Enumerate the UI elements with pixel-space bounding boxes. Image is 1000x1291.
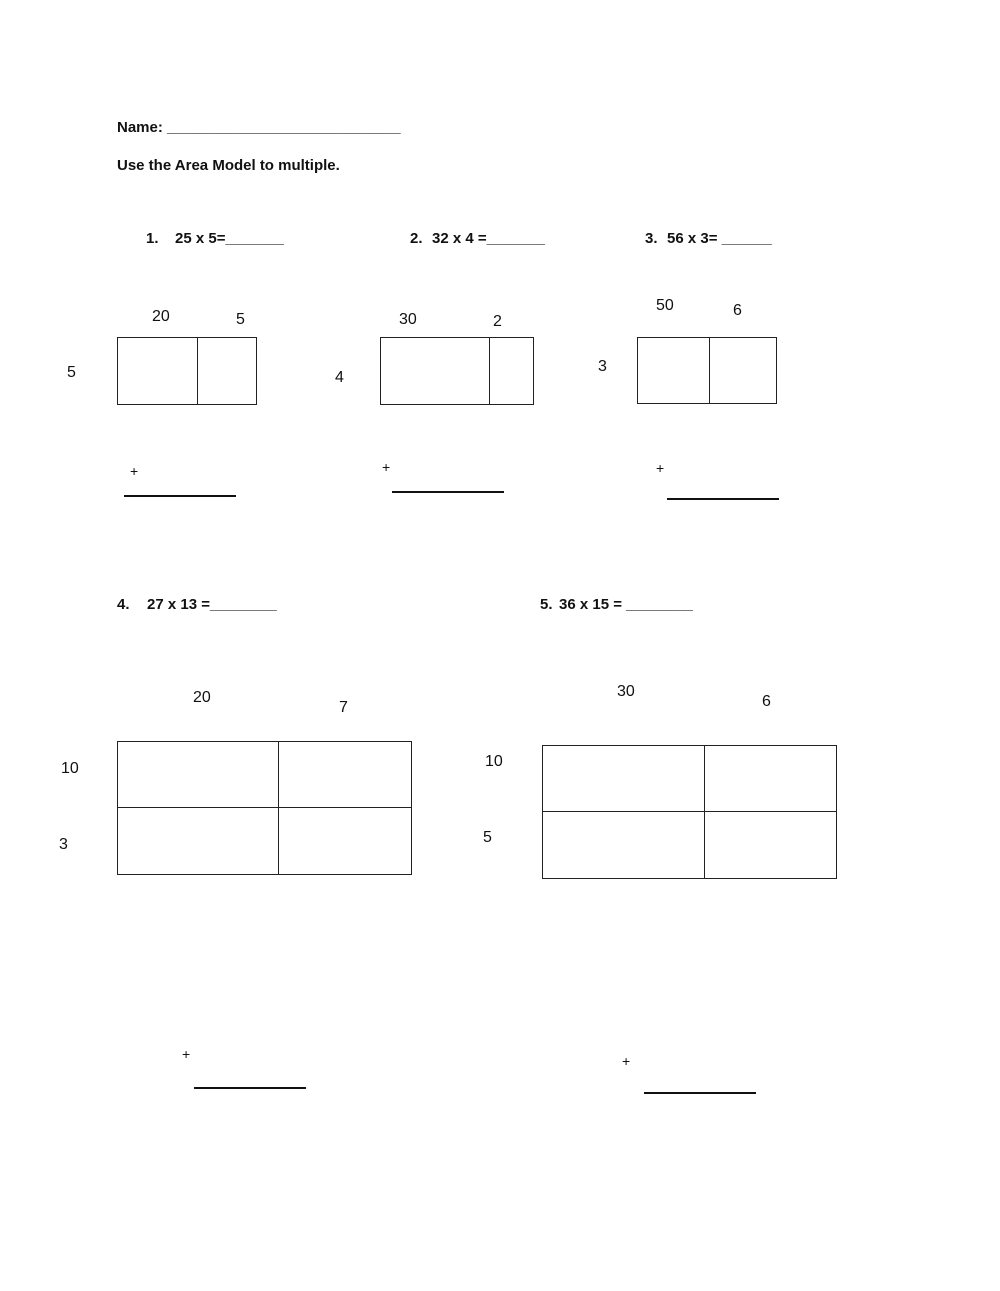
grid-divider [704, 745, 705, 879]
problem-equation[interactable]: 27 x 13 =________ [147, 596, 277, 613]
area-model-grid[interactable] [380, 337, 534, 405]
instructions: Use the Area Model to multiple. [117, 157, 340, 174]
top-factor-label: 20 [193, 689, 211, 706]
left-factor-label: 10 [485, 753, 503, 770]
left-factor-label: 4 [335, 369, 344, 386]
sum-line[interactable] [194, 1087, 306, 1089]
sum-line[interactable] [392, 491, 504, 493]
problem-number: 3. [645, 230, 658, 247]
area-model-grid[interactable] [117, 741, 412, 875]
top-factor-label: 2 [493, 313, 502, 330]
problem-number: 5. [540, 596, 553, 613]
top-factor-label: 20 [152, 308, 170, 325]
top-factor-label: 6 [762, 693, 771, 710]
plus-sign: + [622, 1053, 631, 1069]
left-factor-label: 5 [67, 364, 76, 381]
problem-number: 1. [146, 230, 159, 247]
plus-sign: + [656, 460, 665, 476]
area-model-grid[interactable] [117, 337, 257, 405]
grid-divider [117, 807, 412, 808]
sum-line[interactable] [124, 495, 236, 497]
problem-equation[interactable]: 25 x 5=_______ [175, 230, 284, 247]
name-field[interactable]: Name: ____________________________ [117, 119, 401, 136]
top-factor-label: 30 [399, 311, 417, 328]
grid-divider [542, 811, 837, 812]
plus-sign: + [130, 463, 139, 479]
left-factor-label: 5 [483, 829, 492, 846]
problem-equation[interactable]: 36 x 15 = ________ [559, 596, 693, 613]
grid-divider [197, 337, 198, 405]
top-factor-label: 30 [617, 683, 635, 700]
top-factor-label: 5 [236, 311, 245, 328]
area-model-grid[interactable] [637, 337, 777, 404]
problem-number: 2. [410, 230, 423, 247]
left-factor-label: 10 [61, 760, 79, 777]
grid-divider [489, 337, 490, 405]
problem-number: 4. [117, 596, 130, 613]
sum-line[interactable] [667, 498, 779, 500]
grid-divider [278, 741, 279, 875]
plus-sign: + [182, 1046, 191, 1062]
area-model-grid[interactable] [542, 745, 837, 879]
top-factor-label: 7 [339, 699, 348, 716]
top-factor-label: 6 [733, 302, 742, 319]
grid-divider [709, 337, 710, 404]
sum-line[interactable] [644, 1092, 756, 1094]
left-factor-label: 3 [598, 358, 607, 375]
plus-sign: + [382, 459, 391, 475]
top-factor-label: 50 [656, 297, 674, 314]
problem-equation[interactable]: 56 x 3= ______ [667, 230, 772, 247]
problem-equation[interactable]: 32 x 4 =_______ [432, 230, 546, 247]
left-factor-label: 3 [59, 836, 68, 853]
